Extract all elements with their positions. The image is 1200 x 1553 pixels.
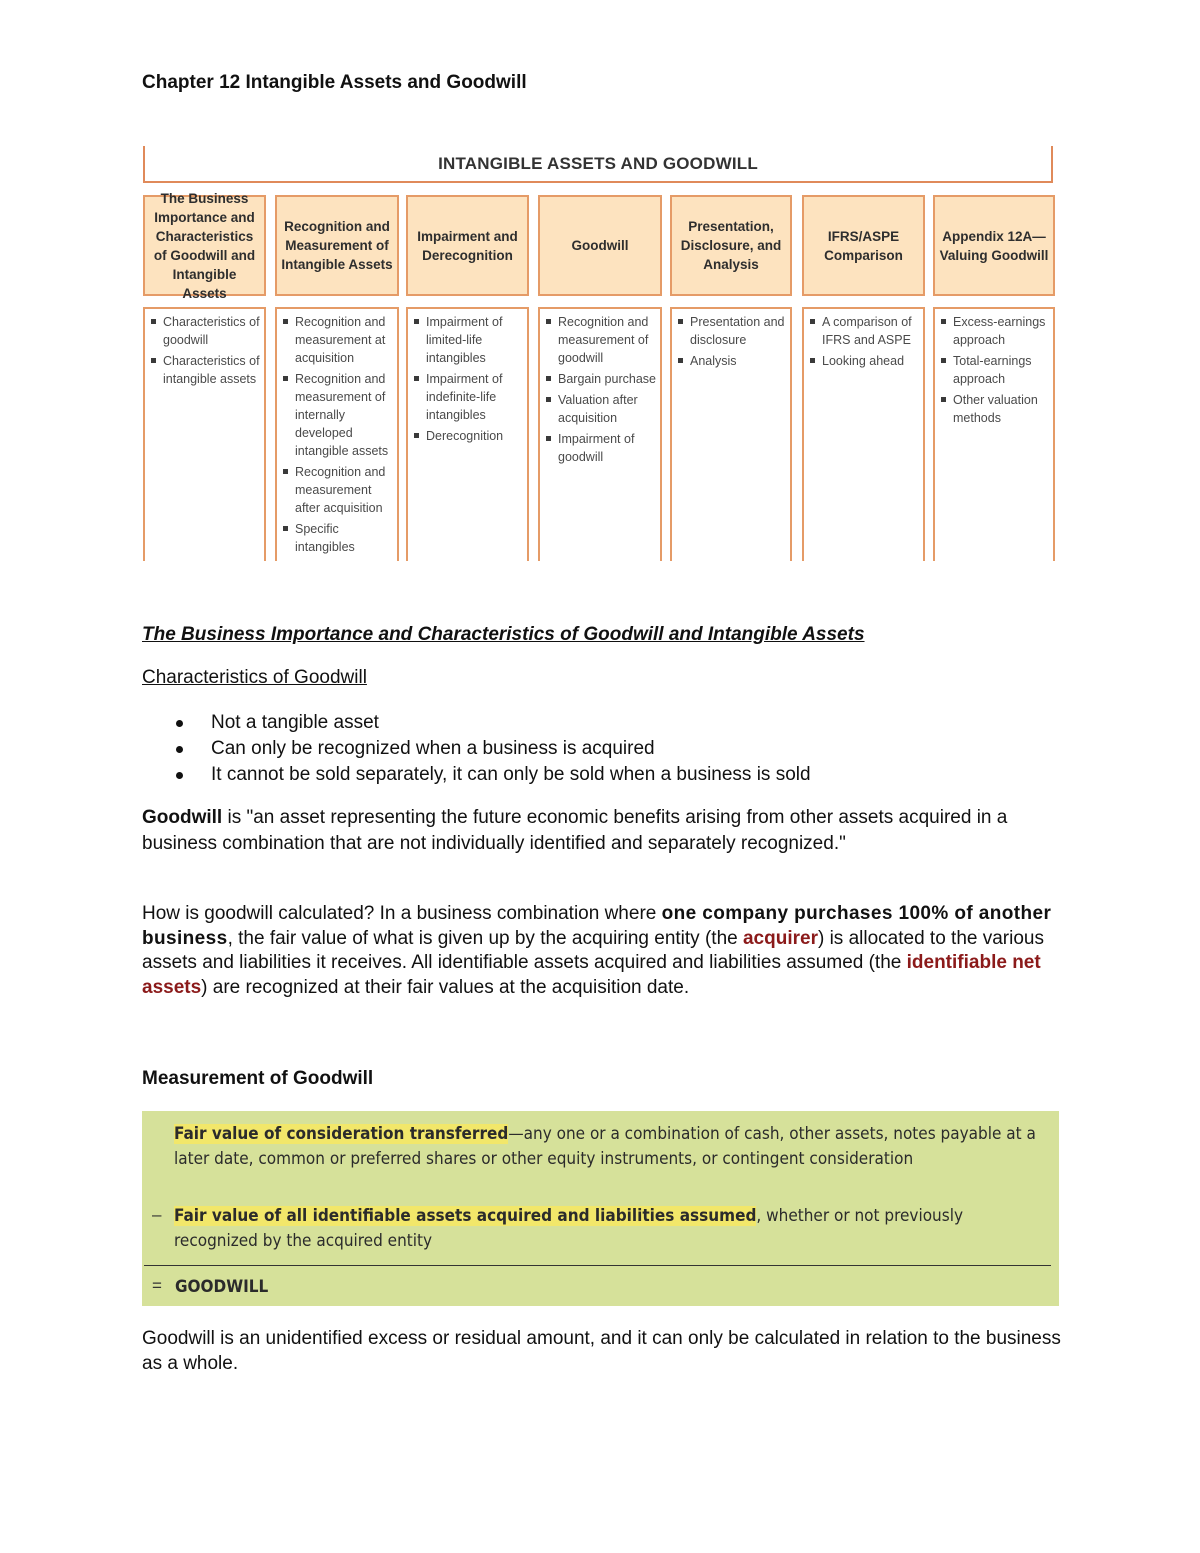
topic-item: Recognition and measurement after acquisition	[283, 463, 393, 517]
diagram-header	[143, 146, 1053, 183]
topic-item: Excess-earnings approach	[941, 313, 1049, 349]
column-heading: Recognition and Measurement of Intangible Assets	[275, 195, 399, 296]
paragraph-text: , the fair value of what is given up by the acquiring entity (the	[227, 927, 743, 949]
topic-item: Looking ahead	[810, 352, 919, 370]
goodwill-definition-text: is "an asset representing the future economic benefits arising from other assets acquired in a business combination that are not individually identified and separately recognized."	[142, 807, 1008, 854]
paragraph-text: ) is allocated to the various assets and liabilities it receives. All identifiable assets acquired and liabilities assumed (the	[142, 927, 1044, 973]
column-heading: Appendix 12A—Valuing Goodwill	[933, 195, 1055, 296]
column-heading: Impairment and Derecognition	[406, 195, 529, 296]
column-heading: Goodwill	[538, 195, 662, 296]
consideration-highlight: Fair value of consideration transferred	[174, 1124, 509, 1144]
topic-item: Other valuation methods	[941, 391, 1049, 427]
page-title: Chapter 12 Intangible Assets and Goodwill	[142, 72, 527, 93]
column-topics	[406, 307, 529, 561]
net-assets-highlight: Fair value of all identifiable assets acquired and liabilities assumed	[174, 1206, 757, 1226]
measurement-heading: Measurement of Goodwill	[142, 1068, 374, 1089]
topic-item: Recognition and measurement of internally developed intangible assets	[283, 370, 393, 460]
consideration-line	[174, 1122, 1054, 1172]
list-item: Can only be recognized when a business is acquired	[170, 736, 811, 762]
topic-item: Impairment of goodwill	[546, 430, 656, 466]
topic-item: Total-earnings approach	[941, 352, 1049, 388]
consideration-text: —any one or a combination of cash, other assets, notes payable at a later date, common or preferred shares or other equity instruments, or contingent consideration	[174, 1124, 1036, 1169]
topic-item: Impairment of indefinite-life intangibles	[414, 370, 523, 424]
identifiable-net-assets-term: identifiable net assets	[142, 952, 1041, 998]
topic-item: Specific intangibles	[283, 520, 393, 556]
topic-item: Characteristics of intangible assets	[151, 352, 260, 388]
net-assets-text: , whether or not previously recognized by the acquired entity	[174, 1206, 964, 1251]
column-heading: The Business Importance and Characteristics of Goodwill and Intangible Assets	[143, 195, 266, 296]
diagram-header-label: INTANGIBLE ASSETS AND GOODWILL	[438, 154, 758, 173]
topic-item: Recognition and measurement of goodwill	[546, 313, 656, 367]
goodwill-formula-box	[142, 1111, 1059, 1306]
minus-operator: –	[152, 1205, 162, 1224]
bold-phrase: one company purchases 100% of another business	[142, 903, 1052, 949]
topic-item: Impairment of limited-life intangibles	[414, 313, 523, 367]
column-heading: IFRS/ASPE Comparison	[802, 195, 925, 296]
how-calculated-paragraph	[142, 902, 1072, 1000]
column-topics	[933, 307, 1055, 561]
chapter-overview-diagram	[143, 146, 1055, 560]
column-heading: Presentation, Disclosure, and Analysis	[670, 195, 792, 296]
topic-item: Bargain purchase	[546, 370, 656, 388]
topic-item: Recognition and measurement at acquisition	[283, 313, 393, 367]
column-topics	[538, 307, 662, 561]
topic-item: Characteristics of goodwill	[151, 313, 260, 349]
column-topics	[143, 307, 266, 561]
characteristics-list	[170, 710, 811, 788]
goodwill-term: Goodwill	[142, 807, 223, 828]
paragraph-text: How is goodwill calculated? In a business combination where	[142, 903, 662, 924]
list-item: It cannot be sold separately, it can only be sold when a business is sold	[170, 762, 811, 788]
paragraph-text: ) are recognized at their fair values at the acquisition date.	[201, 976, 690, 998]
sub-heading: Characteristics of Goodwill	[142, 667, 367, 688]
net-assets-line	[174, 1204, 1024, 1254]
acquirer-term: acquirer	[742, 927, 818, 949]
column-topics	[670, 307, 792, 561]
column-topics	[275, 307, 399, 561]
section-heading: The Business Importance and Characteristics of Goodwill and Intangible Assets	[142, 624, 865, 645]
goodwill-definition-paragraph	[142, 805, 1072, 857]
column-topics	[802, 307, 925, 561]
topic-item: Presentation and disclosure	[678, 313, 786, 349]
topic-item: Analysis	[678, 352, 786, 370]
topic-item: A comparison of IFRS and ASPE	[810, 313, 919, 349]
equals-operator: =	[152, 1276, 162, 1295]
topic-item: Valuation after acquisition	[546, 391, 656, 427]
formula-divider	[144, 1265, 1051, 1266]
residual-paragraph: Goodwill is an unidentified excess or residual amount, and it can only be calculated in relation to the business as a whole.	[142, 1328, 1061, 1374]
goodwill-result: GOODWILL	[175, 1277, 269, 1297]
topic-item: Derecognition	[414, 427, 523, 445]
list-item: Not a tangible asset	[170, 710, 811, 736]
